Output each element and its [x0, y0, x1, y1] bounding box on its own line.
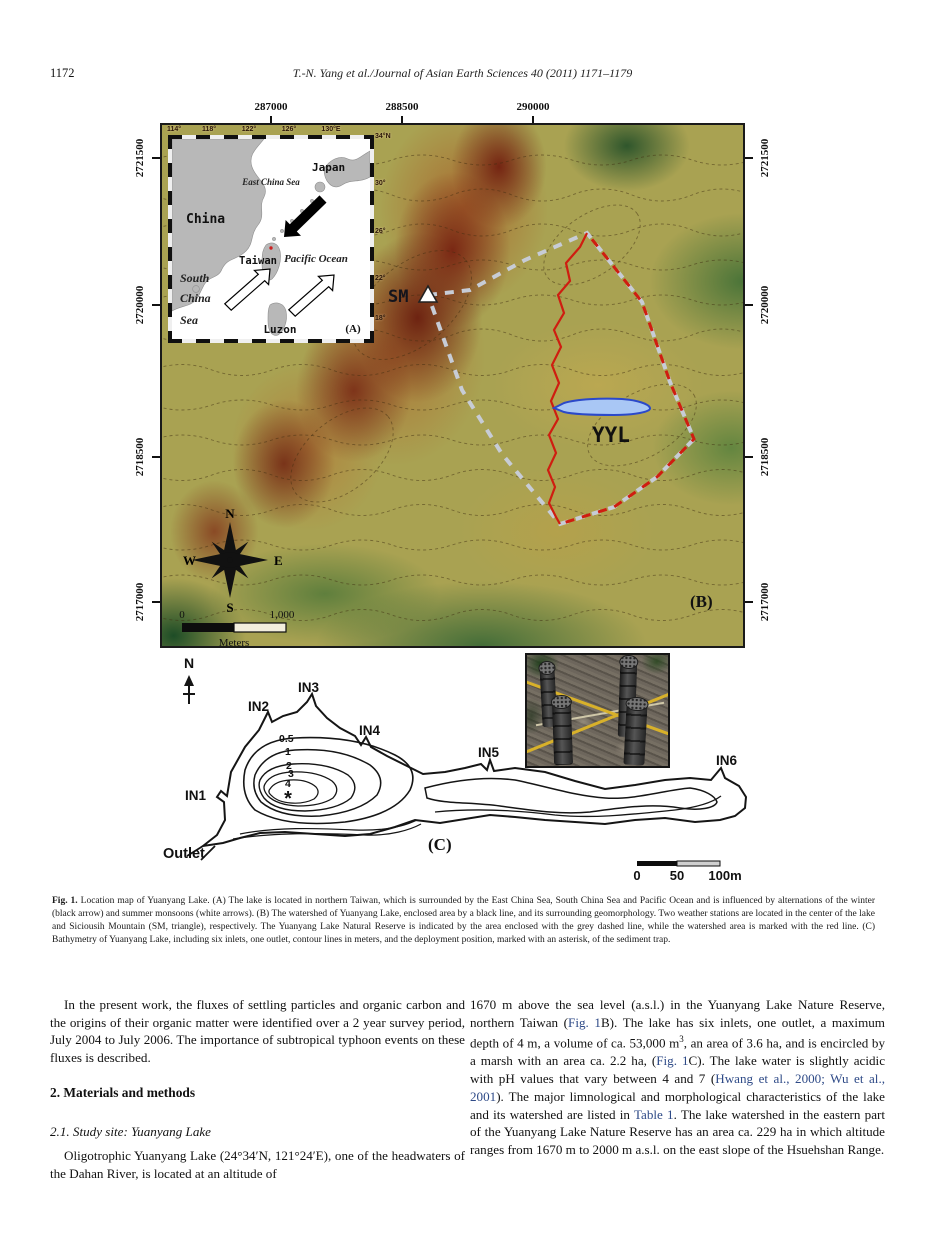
- study-site-paragraph: Oligotrophic Yuanyang Lake (24°34′N, 121°24′E), one of the headwaters of the Dahan River, is located at an altitude of: [50, 1148, 465, 1181]
- inlet-label-in4: IN4: [359, 723, 381, 738]
- north-arrow: [183, 675, 195, 704]
- inset-lat-label: 22°: [375, 275, 386, 282]
- figure-caption-tag: Fig. 1.: [52, 896, 78, 906]
- inlet-label-in3: IN3: [298, 680, 320, 695]
- subsection-heading: 2.1. Study site: Yuanyang Lake: [50, 1123, 211, 1139]
- axis-tick: [745, 304, 753, 306]
- axis-tick: [152, 456, 160, 458]
- south-china-sea-label: South: [180, 271, 210, 285]
- compass-rose: [192, 522, 268, 598]
- axis-tick: [270, 116, 272, 123]
- map-b-right-tick-label: 2718500: [759, 437, 771, 477]
- inset-lat-label: 18°: [375, 315, 386, 322]
- inlet-label-in2: IN2: [248, 699, 270, 714]
- depth-contour-1: [254, 750, 381, 817]
- body-text: ). The major limnological and morphological characteristics of the lake and its watershed are listed in: [470, 1088, 885, 1122]
- south-china-sea-label: China: [180, 291, 211, 305]
- inset-lat-label: 34°N: [375, 133, 391, 140]
- panel-c-label: (C): [428, 835, 452, 854]
- winter-monsoon-arrow: [284, 195, 327, 237]
- trap-cylinder: [623, 702, 647, 765]
- japan-island: [315, 182, 325, 192]
- inlet-label-in1: IN1: [185, 788, 207, 803]
- intro-paragraph: In the present work, the fluxes of settling particles and organic carbon and the origins of their organic matter were identified over a 2 year survey period, July 2004 to July 2006. The importance of subtropical typhoon events on these fluxes is described.: [50, 997, 465, 1066]
- inlet-label-in5: IN5: [478, 745, 500, 760]
- scale-unit-label: Meters: [218, 637, 250, 649]
- china-label: China: [186, 212, 226, 227]
- map-b-left-tick-label: 2721500: [134, 138, 146, 178]
- map-b-left-tick-label: 2717000: [134, 582, 146, 622]
- depth-contour-2: [259, 764, 355, 811]
- study-site-paragraph-continued: [470, 996, 885, 1159]
- inset-lat-label: 30°: [375, 180, 386, 187]
- lake-label: YYL: [592, 423, 630, 447]
- body-text: 1670 m above the sea level (a.s.l.) in the Yuanyang Lake Nature Reserve, northern Taiwan (: [470, 997, 885, 1030]
- shore-contour: [233, 824, 421, 839]
- inset-lon-label: 114°: [166, 126, 182, 133]
- map-b-right-tick-label: 2721500: [759, 138, 771, 178]
- axis-tick: [745, 157, 753, 159]
- map-b-top-tick-label: 290000: [516, 101, 550, 113]
- station-label: SM: [388, 287, 409, 307]
- map-b-top-tick-label: 288500: [385, 101, 419, 113]
- section-heading: 2. Materials and methods: [50, 1084, 196, 1100]
- map-b-right-tick-label: 2717000: [759, 582, 771, 622]
- depth-contour-3: [264, 772, 337, 806]
- inset-lat-label: 26°: [375, 228, 386, 235]
- pacific-ocean-label: Pacific Ocean: [284, 253, 348, 265]
- right-column: [470, 996, 885, 1159]
- north-label: N: [183, 655, 195, 671]
- map-b-right-tick-label: 2720000: [759, 285, 771, 325]
- watershed-line: [548, 233, 587, 524]
- page-number: 1172: [50, 66, 75, 80]
- summer-monsoon-arrow: [289, 275, 334, 316]
- depth-label: 4: [285, 778, 291, 790]
- map-b-left-tick-label: 2720000: [134, 285, 146, 325]
- scale-max-label: 100m: [708, 868, 742, 883]
- japan-label: Japan: [312, 161, 346, 174]
- body-text: , an area of 3.6 ha, and is encircled by a marsh with an area ca. 2.2 ha, (: [470, 1035, 885, 1069]
- scale-mid-label: 50: [669, 868, 685, 883]
- panel-b-label: (B): [690, 592, 713, 611]
- map-b-top-tick-label: 287000: [254, 101, 288, 113]
- body-text: C). The lake water is slightly acidic with pH values that vary between 4 and 7 (: [470, 1053, 886, 1087]
- depth-label: 1: [285, 746, 291, 758]
- topographic-map-panel-b: [160, 123, 745, 648]
- compass-e-label: E: [274, 553, 283, 568]
- depth-label: 3: [288, 768, 294, 780]
- arm-inner-contour: [425, 778, 717, 812]
- superscript: 3: [679, 1034, 684, 1045]
- fig-1b-link[interactable]: Fig. 1: [568, 1014, 601, 1030]
- yuanyang-lake-shape: [554, 399, 650, 415]
- table-1-link[interactable]: Table 1: [633, 1106, 674, 1122]
- axis-tick: [152, 304, 160, 306]
- compass-n-label: N: [225, 506, 235, 521]
- fig-1c-link[interactable]: Fig. 1: [656, 1053, 689, 1069]
- left-column: [50, 996, 465, 1183]
- east-china-sea-label: East China Sea: [242, 177, 300, 187]
- citation-link[interactable]: Hwang et al., 2000; Wu et al., 2001: [470, 1071, 885, 1104]
- compass-w-label: W: [183, 553, 196, 568]
- figure-caption-text: Location map of Yuanyang Lake. (A) The lake is located in northern Taiwan, which is surrounded by the East China Sea, South China Sea and Pacific Ocean and is influenced by alternations of the winter (black arrow) and summer monsoons (white arrows). (B) The watershed of Yuanyang Lake, enclosed area by a black line, and its surrounding geomorphology. Two weather stations are located in the center of the lake and Siciousih Mountain (SM, triangle), respectively. The Yuanyang Lake Natural Reserve is indicated by the area enclosed with the grey dashed line, while the watershed area is marked with the red line. (C) Bathymetry of Yuanyang Lake, including six inlets, one outlet, contour lines in meters, and the deployment position, marked with an asterisk, of the sediment trap.: [52, 896, 876, 945]
- running-head: [0, 66, 925, 82]
- axis-tick: [152, 157, 160, 159]
- inset-lon-label: 122°: [241, 126, 257, 133]
- map-b-left-tick-label: 2718500: [134, 437, 146, 477]
- sediment-trap-photo: [525, 653, 670, 768]
- running-head-title: T.-N. Yang et al./Journal of Asian Earth Sciences 40 (2011) 1171–1179: [292, 66, 633, 80]
- scale-max-label: 1,000: [269, 609, 295, 621]
- location-inset-panel-a: [172, 139, 370, 339]
- trap-cylinder: [552, 701, 573, 766]
- scale-zero-label: 0: [633, 868, 641, 883]
- taiwan-label: Taiwan: [239, 255, 277, 267]
- inset-lon-label: 130°E: [321, 126, 341, 133]
- axis-tick: [532, 116, 534, 123]
- inset-map: [172, 139, 370, 339]
- depth-contour-4: [269, 780, 318, 803]
- south-china-sea-label: Sea: [180, 313, 198, 327]
- bathymetry-panel-c: [155, 650, 747, 892]
- map-b-scale-bar: [179, 609, 295, 648]
- body-text: B). The lake has six inlets, one outlet, a maximum depth of 4 m, a volume of ca. 53,000 m: [470, 1014, 885, 1051]
- scale-zero-label: 0: [179, 609, 185, 621]
- axis-tick: [745, 456, 753, 458]
- compass-s-label: S: [226, 600, 234, 615]
- map-c-scale-bar: [633, 861, 741, 883]
- inlet-label-in6: IN6: [716, 753, 738, 768]
- outlet-label: Outlet: [163, 846, 205, 862]
- axis-tick: [401, 116, 403, 123]
- inset-lon-label: 126°: [281, 126, 297, 133]
- inset-border: [370, 135, 374, 343]
- body-text: . The lake watershed in the eastern part of the Yuanyang Lake Nature Reserve has an area ca. 229 ha in which altitude ranges from 1670 m to 2000 m a.s.l. on the east slope of the Hsuehshan Range.: [470, 1106, 886, 1157]
- lake-location-dot: [269, 246, 272, 249]
- depth-label: 2: [286, 760, 292, 772]
- luzon-label: Luzon: [263, 323, 297, 336]
- panel-a-label: (A): [345, 323, 361, 335]
- depth-label: 0.5: [279, 733, 294, 745]
- sediment-trap-marker: *: [284, 788, 292, 810]
- axis-tick: [152, 601, 160, 603]
- inset-border: [168, 339, 374, 343]
- summer-monsoon-arrow: [225, 269, 270, 310]
- nature-reserve-boundary: [428, 233, 694, 524]
- axis-tick: [745, 601, 753, 603]
- figure-caption: [52, 895, 875, 947]
- watershed-east-boundary: [560, 233, 694, 524]
- inset-lon-label: 118°: [201, 126, 217, 133]
